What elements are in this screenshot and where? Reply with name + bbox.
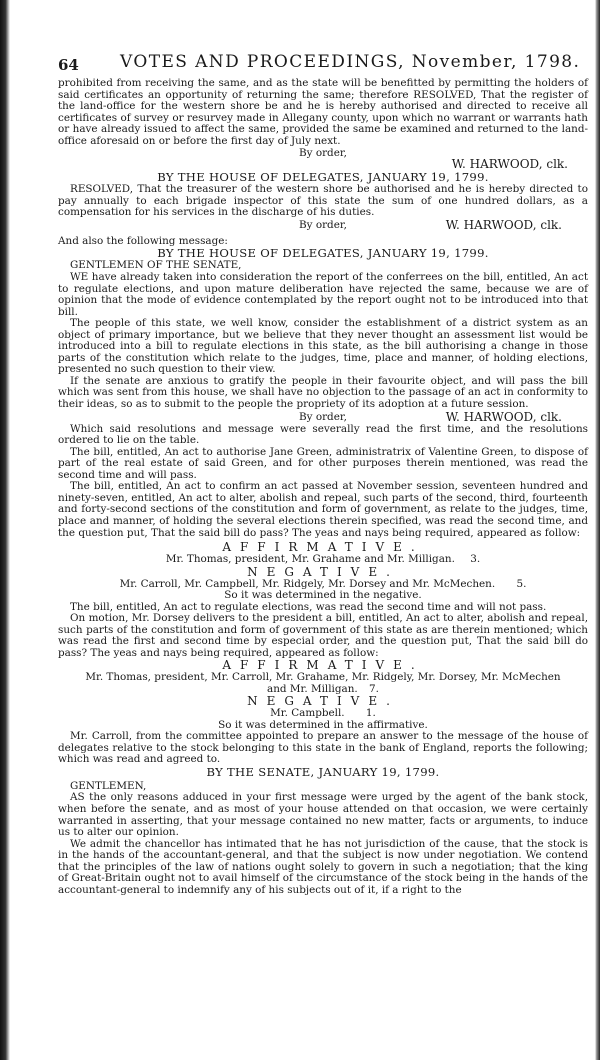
signature-3: W. HARWOOD, clk. [445, 409, 562, 424]
determination-1: So it was determined in the negative. [224, 589, 422, 602]
affirmative-count-1: 3. [470, 553, 481, 566]
paragraph-chancellor: We admit the chancellor has intimated that he has not jurisdiction of the cause, that the stock is in the hands of the accountant-general, and that the subject is now under negotiation. We contend that the principles of the law of nations ought solely to govern in such a negotiation; that the king of Great-Britain ought not to avail himself of the circumstance of the stock being in the hands of the accountant-general to indemnify any of his subjects out of it, if a right to the [58, 837, 588, 896]
page-edge [595, 0, 600, 1060]
page-header [58, 52, 588, 78]
paragraph-dorsey-motion: On motion, Mr. Dorsey delivers to the president a bill, entitled, An act to alter, abolish and repeal, such parts of the constitution and form of government of this state as are therein mentioned; which was read the first and second time by especial order, and the question put, That the said bill do pass? The yeas and nays being required, appeared as follow: [58, 612, 588, 659]
running-title: VOTES AND PROCEEDINGS, November, 1798. [120, 52, 581, 72]
house-heading-2: BY THE HOUSE OF DELEGATES, JANUARY 19, 1799. [157, 246, 489, 261]
affirmative-heading-2: AFFIRMATIVE. [222, 658, 424, 673]
paragraph-land-office: prohibited from receiving the same, and as the state will be benefitted by permitting the holders of said certificates an opportunity of returning the same; therefore RESOLVED, That the register of the land-office for the western shore be and he is hereby authorised and directed to receive all certificates of survey or resurvey made in Allegany county, upon which no warrant or warrants hath or have already issued to affect the same, provided the same be examined and returned to the land-office aforesaid on or before the first day of July next. [58, 77, 588, 147]
page-number: 64 [58, 56, 79, 74]
paragraph-jane-green: The bill, entitled, An act to authorise Jane Green, administratrix of Valentine Green, to dispose of part of the real estate of said Green, and for other purposes therein mentioned, was read the second time and will pass. [58, 445, 588, 481]
negative-count-2: 1. [365, 707, 376, 720]
affirmative-count-2: 7. [369, 682, 379, 695]
paragraph-message-intro: And also the following message: [58, 234, 228, 247]
negative-names-1: Mr. Carroll, Mr. Campbell, Mr. Ridgely, Mr. Dorsey and Mr. McMechen. [119, 577, 496, 590]
negative-heading-1: NEGATIVE. [247, 564, 399, 579]
affirmative-names-1: Mr. Thomas, president, Mr. Grahame and Mr. Milligan. [165, 553, 455, 566]
negative-names-2: Mr. Campbell. [270, 707, 345, 720]
by-order-1: By order, [299, 147, 347, 160]
binding-edge [0, 0, 10, 1060]
negative-heading-2: NEGATIVE. [247, 694, 399, 709]
determination-2: So it was determined in the affirmative. [218, 718, 428, 731]
signature-1: W. HARWOOD, clk. [451, 157, 568, 172]
paragraph-carroll-committee: Mr. Carroll, from the committee appointed to prepare an answer to the message of the house of delegates relative to the stock belonging to this state in the bank of England, reports the following; which was read and agreed to. [58, 730, 588, 766]
by-order-2: By order, [299, 218, 347, 231]
paragraph-confirm-act: The bill, entitled, An act to confirm an act passed at November session, seventeen hundred and ninety-seven, entitled, An act to alter, abolish and repeal, such parts of the second, third, fourteenth and forty-second sections of the constitution and form of government, as relate to the judges, time, place and manner, of holding the several elections therein specified, was read the second time, and the question put, That the said bill do pass? The yeas and nays being required, appeared as follow: [58, 480, 588, 539]
paragraph-regulate-elections: The bill, entitled, An act to regulate elections, was read the second time and will not pass. [70, 600, 547, 613]
paragraph-favourite-object: If the senate are anxious to gratify the people in their favourite object, and will pass the bill which was sent from this house, we shall have no objection to the passage of an act in conformity to their ideas, so as to submit to the people the propriety of its adoption at a future session. [58, 374, 588, 411]
affirmative-heading-1: AFFIRMATIVE. [222, 540, 424, 555]
by-order-3: By order, [299, 410, 347, 423]
salutation-gentlemen: GENTLEMEN, [70, 779, 147, 792]
negative-count-1: 5. [516, 577, 527, 590]
affirmative-names-2a: Mr. Thomas, president, Mr. Carroll, Mr. Grahame, Mr. Ridgely, Mr. Dorsey, Mr. McMechen [85, 671, 561, 684]
page-content [58, 52, 588, 896]
paragraph-treasurer: RESOLVED, That the treasurer of the western shore be authorised and he is hereby directed to pay annually to each brigade inspector of this state the sum of one hundred dollars, as a compensation for his services in the discharge of his duties. [58, 183, 588, 219]
signature-2: W. HARWOOD, clk. [445, 217, 562, 232]
paragraph-bank-stock: AS the only reasons adduced in your first message were urged by the agent of the bank stock, when before the senate, and as most of your house attended on that occasion, we were certainly warranted in asserting, that your message contained no new matter, facts or arguments, to induce us to alter our opinion. [58, 791, 588, 839]
paragraph-conferrees: WE have already taken into consideration the report of the conferrees on the bill, entitled, An act to regulate elections, and upon mature deliberation have rejected the same, because we are of opinion that the mode of evidence contemplated by the report ought not to be introduced into that bill. [58, 271, 588, 318]
salutation-senate: GENTLEMEN OF THE SENATE, [70, 259, 242, 272]
affirmative-votes-1 [58, 554, 588, 566]
senate-heading: BY THE SENATE, JANUARY 19, 1799. [206, 764, 440, 779]
paragraph-resolutions-read: Which said resolutions and message were severally read the first time, and the resolutions ordered to lie on the table. [58, 422, 588, 447]
paragraph-district-system: The people of this state, we well know, consider the establishment of a district system as an object of primary importance, but we believe that they never thought an assessment list would be introduced into a bill to regulate elections in this state, as the bill authorising a change in those parts of the constitution which relate to the judges, time, place and manner, of holding elections, presented no such question to their view. [58, 317, 588, 376]
affirmative-names-2b: and Mr. Milligan. [267, 682, 358, 695]
house-heading-1: BY THE HOUSE OF DELEGATES, JANUARY 19, 1799. [157, 170, 489, 185]
